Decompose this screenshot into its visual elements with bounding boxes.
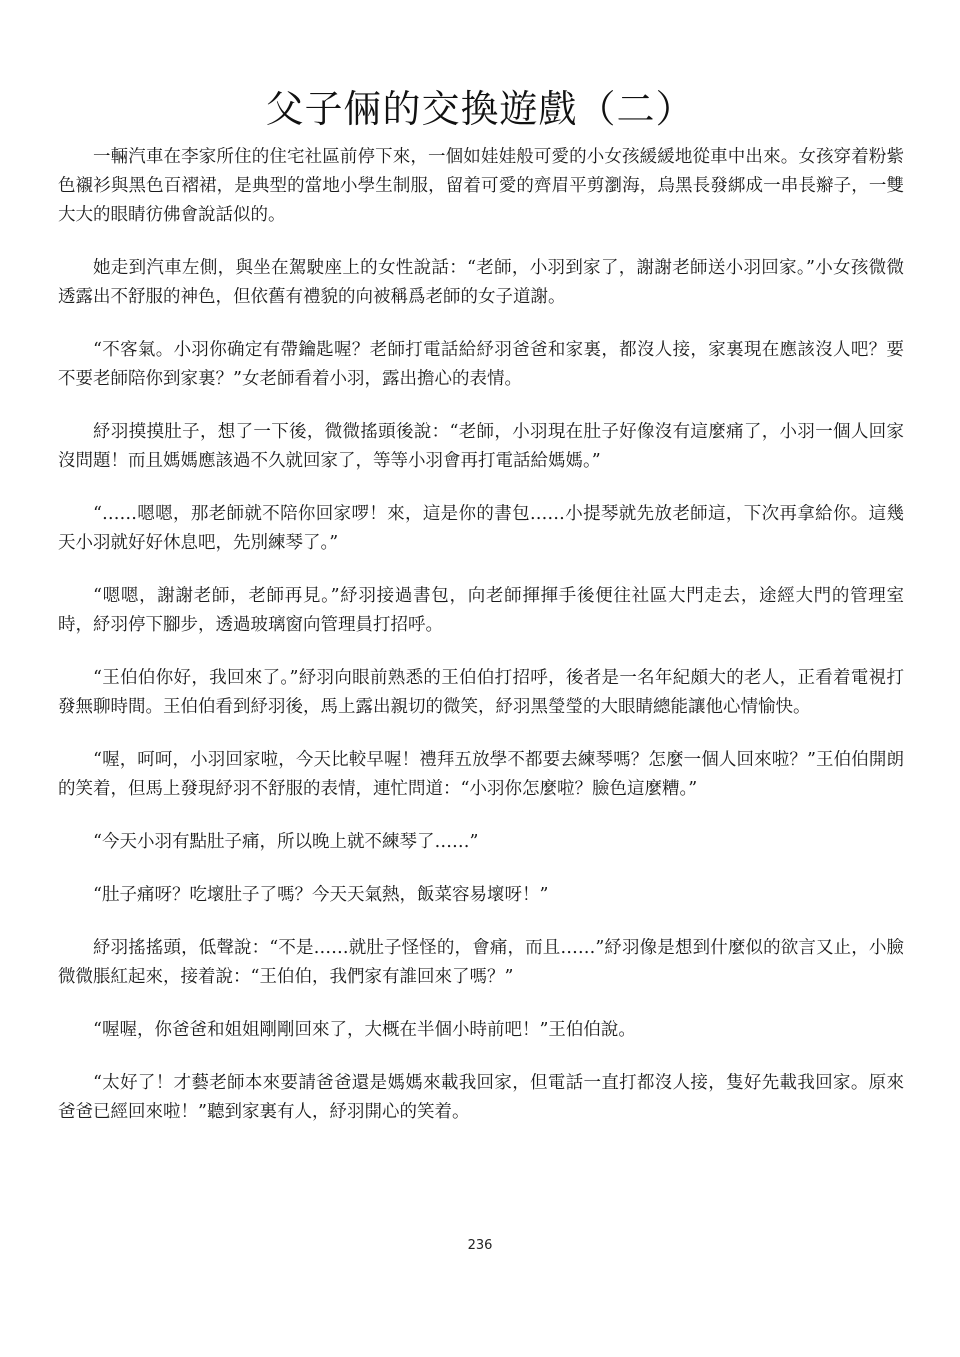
paragraph: “喔，呵呵，小羽回家啦，今天比較早喔！禮拜五放學不都要去練琴嗎？怎麼一個人回來啦？”王伯伯開朗的笑着，但馬上發現紓羽不舒服的表情，連忙問道：“小羽你怎麼啦？臉色這麼糟。”	[58, 750, 904, 799]
paragraph: 她走到汽車左側，與坐在駕駛座上的女性說話：“老師，小羽到家了，謝謝老師送小羽回家。”小女孩微微透露出不舒服的神色，但依舊有禮貌的向被稱爲老師的女子道謝。	[58, 258, 904, 307]
paragraph: 紓羽摸摸肚子，想了一下後，微微搖頭後說：“老師，小羽現在肚子好像沒有這麼痛了，小羽一個人回家沒問題！而且媽媽應該過不久就回家了，等等小羽會再打電話給媽媽。”	[58, 422, 904, 471]
paragraph: 紓羽搖搖頭，低聲說：“不是……就肚子怪怪的，會痛，而且……”紓羽像是想到什麼似的欲言又止，小臉微微脹紅起來，接着說：“王伯伯，我們家有誰回來了嗎？”	[58, 938, 904, 987]
page-number: 236	[467, 1238, 493, 1253]
paragraph: “王伯伯你好，我回來了。”紓羽向眼前熟悉的王伯伯打招呼，後者是一名年紀頗大的老人，正看着電視打發無聊時間。王伯伯看到紓羽後，馬上露出親切的微笑，紓羽黑瑩瑩的大眼睛總能讓他心情愉快。	[58, 668, 904, 717]
body-text	[58, 143, 904, 1151]
paragraph: “不客氣。小羽你确定有帶鑰匙喔？老師打電話給紓羽爸爸和家裏，都沒人接，家裏現在應該沒人吧？要不要老師陪你到家裏？”女老師看着小羽，露出擔心的表情。	[58, 340, 904, 389]
paragraph: 一輛汽車在李家所住的住宅社區前停下來，一個如娃娃般可愛的小女孩緩緩地從車中出來。女孩穿着粉紫色襯衫與黑色百褶裙，是典型的當地小學生制服，留着可愛的齊眉平剪瀏海，烏黑長發綁成一串長辮子，一雙大大的眼睛彷佛會說話似的。	[58, 147, 904, 225]
page-title: 父子倆的交換遊戲（二）	[265, 87, 695, 131]
paragraph: “今天小羽有點肚子痛，所以晚上就不練琴了……”	[93, 832, 479, 852]
paragraph: “……嗯嗯，那老師就不陪你回家啰！來，這是你的書包……小提琴就先放老師這，下次再拿給你。這幾天小羽就好好休息吧，先別練琴了。”	[58, 504, 904, 553]
paragraph: “肚子痛呀？吃壞肚子了嗎？今天天氣熱，飯菜容易壞呀！”	[93, 885, 549, 905]
paragraph: “嗯嗯，謝謝老師，老師再見。”紓羽接過書包，向老師揮揮手後便往社區大門走去，途經大門的管理室時，紓羽停下腳步，透過玻璃窗向管理員打招呼。	[58, 586, 904, 635]
paragraph: “喔喔，你爸爸和姐姐剛剛回來了，大概在半個小時前吧！”王伯伯說。	[93, 1020, 636, 1040]
paragraph: “太好了！才藝老師本來要請爸爸還是媽媽來載我回家，但電話一直打都沒人接，隻好先載我回家。原來爸爸已經回來啦！”聽到家裏有人，紓羽開心的笑着。	[58, 1073, 904, 1122]
